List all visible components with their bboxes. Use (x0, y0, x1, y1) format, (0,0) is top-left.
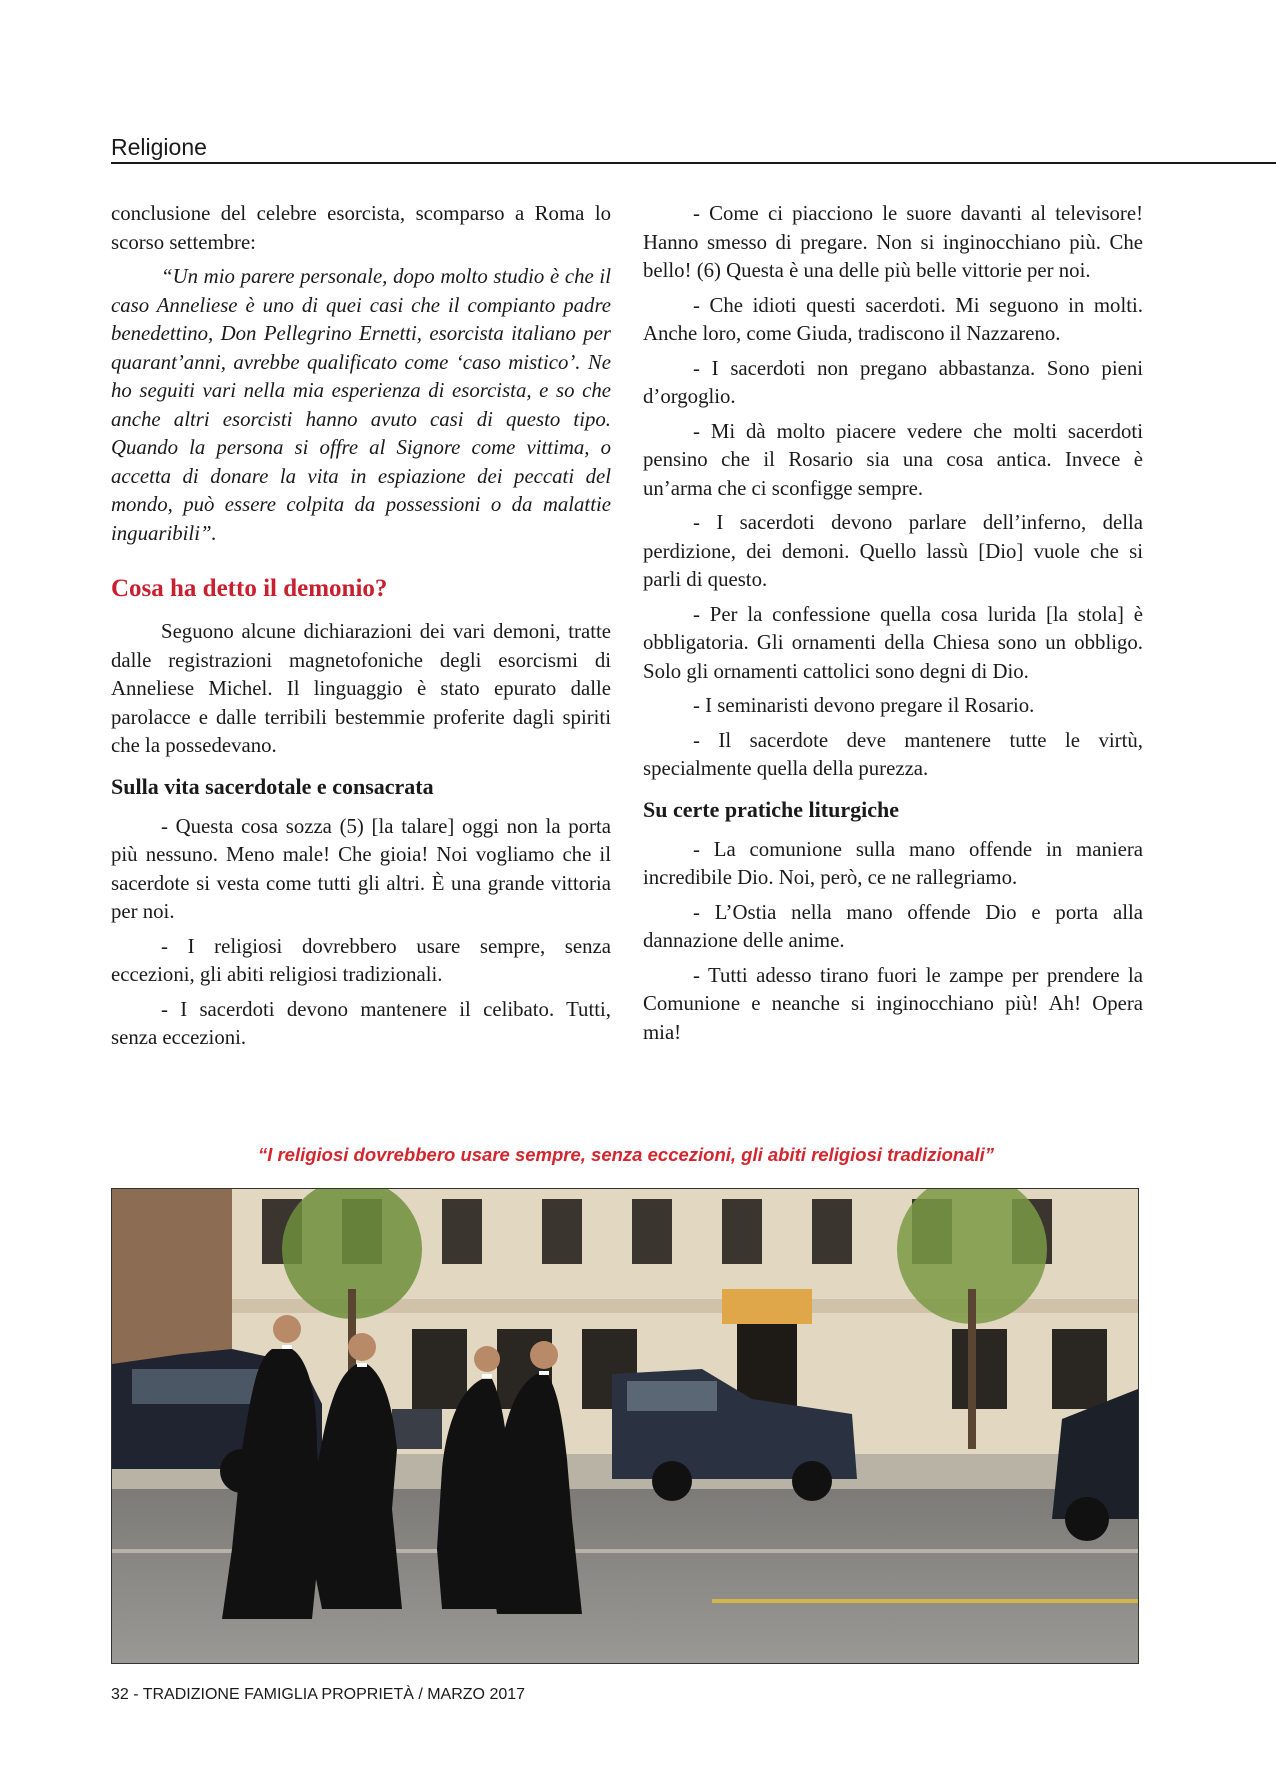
section-heading: Cosa ha detto il demonio? (111, 575, 388, 602)
subheading: Su certe pratiche liturgiche (643, 796, 899, 822)
intro-paragraph: Seguono alcune dichiarazioni dei vari demoni, tratte dalle registrazioni magnetofoniche degli esorcismi di Anneliese Michel. Il linguaggio è stato epurato dalle parolacce e dalle terribili bestemmie proferite dagli spiriti che la possedevano. (111, 620, 611, 757)
list-item: - La comunione sulla mano offende in maniera incredibile Dio. Noi, però, ce ne rallegriamo. (643, 837, 1143, 889)
section-header: Religione (111, 134, 207, 160)
street-photo (111, 1188, 1139, 1664)
list-item: - I religiosi dovrebbero usare sempre, senza eccezioni, gli abiti religiosi tradizionali. (111, 934, 611, 986)
list-item: - Il sacerdote deve mantenere tutte le virtù, specialmente quella della purezza. (643, 728, 1143, 780)
list-item: - I sacerdoti devono parlare dell’inferno, della perdizione, dei demoni. Quello lassù [Dio] vuole che si parli di questo. (643, 511, 1143, 591)
right-column (643, 200, 1143, 1053)
quote-paragraph: “Un mio parere personale, dopo molto studio è che il caso Anneliese è uno di quei casi che il compianto padre benedettino, Don Pellegrino Ernetti, esorcista italiano per quarant’anni, avrebbe qualificato come ‘caso mistico’. Ne ho seguiti vari nella mia esperienza di esorcista, e so che anche altri esorcisti hanno avuto casi di questo tipo. Quando la persona si offre al Signore come vittima, o accetta di donare la vita in espiazione dei peccati del mondo, può essere colpita da possessioni o da malattie inguaribili”. (111, 265, 611, 545)
list-item: - L’Ostia nella mano offende Dio e porta alla dannazione delle anime. (643, 900, 1143, 952)
list-item: - Questa cosa sozza (5) [la talare] oggi non la porta più nessuno. Meno male! Che gioia! Noi vogliamo che il sacerdote si vesta come tutti gli altri. È una grande vittoria per noi. (111, 814, 611, 923)
paragraph: conclusione del celebre esorcista, scomparso a Roma lo scorso settembre: (111, 202, 611, 254)
list-item: - Per la confessione quella cosa lurida [la stola] è obbligatoria. Gli ornamenti della Chiesa sono un obbligo. Solo gli ornamenti cattolici sono degni di Dio. (643, 602, 1143, 683)
list-item: - Tutti adesso tirano fuori le zampe per prendere la Comunione e neanche si inginocchiano più! Ah! Opera mia! (643, 963, 1143, 1044)
list-item: - Mi dà molto piacere vedere che molti sacerdoti pensino che il Rosario sia una cosa antica. Invece è un’arma che ci sconfigge sempre. (643, 419, 1143, 500)
list-item: - I sacerdoti non pregano abbastanza. Sono pieni d’orgoglio. (643, 356, 1143, 408)
list-item: - Che idioti questi sacerdoti. Mi seguono in molti. Anche loro, come Giuda, tradiscono il Nazzareno. (643, 293, 1143, 345)
page-footer: 32 - TRADIZIONE FAMIGLIA PROPRIETÀ / MARZO 2017 (111, 1686, 526, 1703)
subheading: Sulla vita sacerdotale e consacrata (111, 773, 434, 799)
photo-caption: “I religiosi dovrebbero usare sempre, senza eccezioni, gli abiti religiosi tradizionali” (257, 1144, 995, 1165)
header-rule (111, 162, 1276, 164)
left-column (111, 200, 611, 1059)
list-item: - Come ci piacciono le suore davanti al televisore! Hanno smesso di pregare. Non si inginocchiano più. Che bello! (6) Questa è una delle più belle vittorie per noi. (643, 202, 1143, 282)
list-item: - I seminaristi devono pregare il Rosario. (693, 694, 1035, 717)
list-item: - I sacerdoti devono mantenere il celibato. Tutti, senza eccezioni. (111, 997, 611, 1049)
